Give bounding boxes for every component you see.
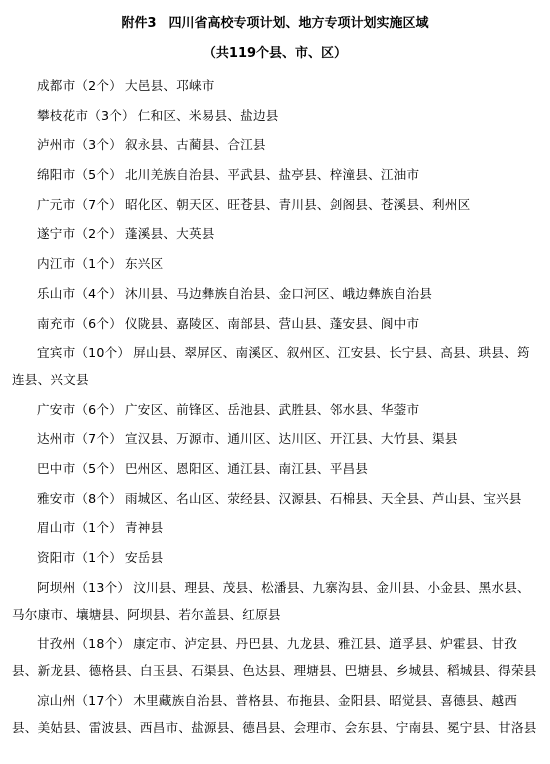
city-name: 达州市 — [37, 431, 76, 447]
city-name: 广安市 — [37, 401, 76, 417]
city-name: 甘孜州 — [37, 636, 76, 652]
city-name: 绵阳市 — [37, 167, 76, 183]
county-count: （2个） — [75, 78, 122, 93]
county-count: （6个） — [75, 401, 122, 417]
county-count: （18个） — [75, 636, 131, 652]
region-entry — [12, 575, 538, 629]
county-count: （7个） — [75, 196, 122, 212]
region-entry — [12, 162, 538, 189]
city-name: 成都市 — [37, 78, 76, 93]
region-entry — [12, 397, 538, 424]
district-list: 蓬溪县、大英县 — [125, 226, 215, 242]
district-list: 青神县 — [125, 520, 164, 536]
district-list: 广安区、前锋区、岳池县、武胜县、邻水县、华蓥市 — [125, 401, 420, 417]
region-entry — [12, 515, 538, 542]
district-list: 宣汉县、万源市、通川区、达川区、开江县、大竹县、渠县 — [125, 431, 458, 447]
county-count: （2个） — [75, 226, 122, 242]
city-name: 眉山市 — [37, 520, 76, 536]
county-count: （3个） — [88, 107, 135, 123]
county-count: （3个） — [75, 137, 122, 153]
region-entry — [12, 545, 538, 572]
region-entry — [12, 103, 538, 130]
county-count: （5个） — [75, 461, 122, 477]
city-name: 遂宁市 — [37, 226, 76, 242]
district-list: 康定市、泸定县、丹巴县、九龙县、雅江县、道孚县、炉霍县、甘孜县、新龙县、德格县、白玉县、石渠县、色达县、理塘县、巴塘县、乡城县、稻城县、得荣县 — [12, 636, 537, 679]
district-list: 仪陇县、嘉陵区、南部县、营山县、蓬安县、阆中市 — [125, 315, 420, 331]
city-name: 南充市 — [37, 315, 76, 331]
county-count: （7个） — [75, 431, 122, 447]
district-list: 沐川县、马边彝族自治县、金口河区、峨边彝族自治县 — [125, 285, 433, 301]
region-entry — [12, 192, 538, 219]
city-name: 宜宾市 — [37, 345, 76, 361]
region-entry — [12, 132, 538, 159]
region-entry — [12, 456, 538, 483]
region-entry — [12, 688, 538, 742]
region-entry — [12, 426, 538, 453]
region-entry — [12, 311, 538, 338]
region-entry — [12, 251, 538, 278]
county-count: （17个） — [75, 692, 131, 708]
city-name: 雅安市 — [37, 490, 76, 506]
city-name: 泸州市 — [37, 137, 76, 153]
district-list: 木里藏族自治县、普格县、布拖县、金阳县、昭觉县、喜德县、越西县、美姑县、雷波县、西昌市、盐源县、德昌县、会理市、会东县、宁南县、冕宁县、甘洛县 — [12, 692, 537, 735]
region-entry — [12, 73, 538, 100]
district-list: 安岳县 — [125, 550, 164, 566]
city-name: 广元市 — [37, 196, 76, 212]
district-list: 汶川县、理县、茂县、松潘县、九寨沟县、金川县、小金县、黑水县、马尔康市、壤塘县、阿坝县、若尔盖县、红原县 — [12, 579, 530, 622]
county-count: （1个） — [75, 256, 122, 272]
district-list: 巴州区、恩阳区、通江县、南江县、平昌县 — [125, 461, 369, 477]
district-list: 大邑县、邛崃市 — [125, 78, 215, 93]
county-count: （4个） — [75, 285, 122, 301]
region-list — [12, 73, 538, 741]
district-list: 东兴区 — [125, 256, 164, 272]
city-name: 乐山市 — [37, 285, 76, 301]
district-list: 仁和区、米易县、盐边县 — [137, 107, 279, 123]
region-entry — [12, 221, 538, 248]
county-count: （5个） — [75, 167, 122, 183]
county-count: （1个） — [75, 520, 122, 536]
county-count: （1个） — [75, 550, 122, 566]
document-subtitle: （共119个县、市、区） — [202, 46, 348, 61]
district-list: 屏山县、翠屏区、南溪区、叙州区、江安县、长宁县、高县、珙县、筠连县、兴文县 — [12, 345, 530, 387]
district-list: 叙永县、古蔺县、合江县 — [125, 137, 266, 153]
region-entry — [12, 486, 538, 513]
attachment-label: 附件3 — [121, 16, 157, 31]
county-count: （13个） — [75, 579, 131, 595]
district-list: 北川羌族自治县、平武县、盐亭县、梓潼县、江油市 — [125, 167, 420, 183]
region-entry — [12, 340, 538, 394]
district-list: 雨城区、名山区、荥经县、汉源县、石棉县、天全县、芦山县、宝兴县 — [125, 490, 522, 506]
county-count: （8个） — [75, 490, 122, 506]
city-name: 凉山州 — [37, 692, 76, 708]
city-name: 内江市 — [37, 256, 76, 272]
city-name: 资阳市 — [37, 550, 76, 566]
region-entry — [12, 631, 538, 685]
city-name: 阿坝州 — [37, 579, 76, 595]
county-count: （6个） — [75, 315, 122, 331]
city-name: 巴中市 — [37, 461, 76, 477]
city-name: 攀枝花市 — [37, 107, 89, 123]
title-text: 四川省高校专项计划、地方专项计划实施区域 — [168, 16, 429, 31]
county-count: （10个） — [75, 345, 131, 361]
document-title — [12, 14, 538, 34]
district-list: 昭化区、朝天区、旺苍县、青川县、剑阁县、苍溪县、利州区 — [125, 196, 471, 212]
region-entry — [12, 281, 538, 308]
